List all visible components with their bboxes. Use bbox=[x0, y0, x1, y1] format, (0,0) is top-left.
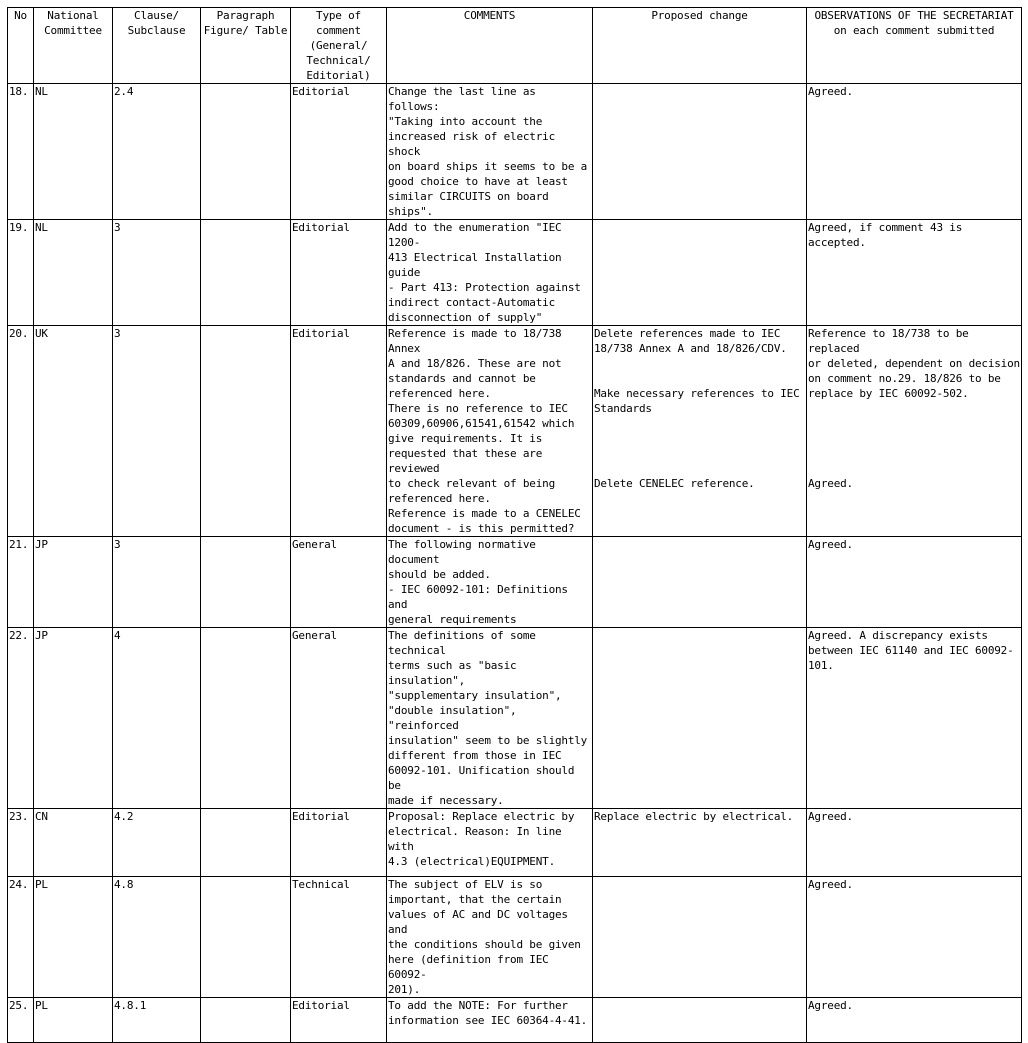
cell-observations: Agreed. bbox=[807, 537, 1022, 628]
cell-comments: To add the NOTE: For further information see IEC 60364-4-41. bbox=[387, 998, 593, 1043]
cell-comments: The following normative document should be added. - IEC 60092-101: Definitions and general requirements bbox=[387, 537, 593, 628]
header-paragraph: Paragraph Figure/ Table bbox=[201, 8, 291, 84]
comments-table bbox=[7, 7, 1022, 1043]
cell-committee: PL bbox=[34, 877, 113, 998]
cell-no: 18. bbox=[8, 84, 34, 220]
cell-committee: CN bbox=[34, 809, 113, 877]
cell-clause: 4.8 bbox=[113, 877, 201, 998]
cell-observations: Agreed. bbox=[807, 84, 1022, 220]
cell-paragraph bbox=[201, 220, 291, 326]
cell-type: Editorial bbox=[291, 326, 387, 537]
cell-paragraph bbox=[201, 998, 291, 1043]
header-proposed-change: Proposed change bbox=[593, 8, 807, 84]
cell-no: 23. bbox=[8, 809, 34, 877]
cell-paragraph bbox=[201, 84, 291, 220]
header-clause: Clause/ Subclause bbox=[113, 8, 201, 84]
cell-no: 25. bbox=[8, 998, 34, 1043]
cell-comments: Add to the enumeration "IEC 1200- 413 Electrical Installation guide - Part 413: Protection against indirect contact-Automatic disconnection of supply" bbox=[387, 220, 593, 326]
cell-paragraph bbox=[201, 809, 291, 877]
table-row bbox=[8, 628, 1022, 809]
cell-no: 20. bbox=[8, 326, 34, 537]
cell-proposed-change bbox=[593, 877, 807, 998]
cell-type: General bbox=[291, 628, 387, 809]
cell-type: Technical bbox=[291, 877, 387, 998]
cell-committee: NL bbox=[34, 84, 113, 220]
table-row bbox=[8, 877, 1022, 998]
cell-observations: Agreed. bbox=[807, 877, 1022, 998]
cell-proposed-change bbox=[593, 998, 807, 1043]
cell-comments: Change the last line as follows: "Taking into account the increased risk of electric shock on board ships it seems to be a good choice to have at least similar CIRCUITS on board ships". bbox=[387, 84, 593, 220]
cell-no: 22. bbox=[8, 628, 34, 809]
cell-type: Editorial bbox=[291, 84, 387, 220]
cell-paragraph bbox=[201, 537, 291, 628]
cell-type: Editorial bbox=[291, 809, 387, 877]
header-national-committee: National Committee bbox=[34, 8, 113, 84]
cell-comments: Proposal: Replace electric by electrical. Reason: In line with 4.3 (electrical)EQUIPMENT. bbox=[387, 809, 593, 877]
cell-clause: 3 bbox=[113, 326, 201, 537]
cell-proposed-change bbox=[593, 537, 807, 628]
cell-observations: Reference to 18/738 to be replaced or deleted, dependent on decision on comment no.29. 18/826 to be replace by IEC 60092-502. Agreed. bbox=[807, 326, 1022, 537]
cell-committee: NL bbox=[34, 220, 113, 326]
cell-committee: JP bbox=[34, 537, 113, 628]
cell-proposed-change bbox=[593, 628, 807, 809]
cell-comments: The definitions of some technical terms such as "basic insulation", "supplementary insulation", "double insulation", "reinforced insulation" seem to be slightly different from those in IEC 60092-101. Unification should be made if necessary. bbox=[387, 628, 593, 809]
cell-observations: Agreed. bbox=[807, 998, 1022, 1043]
cell-clause: 3 bbox=[113, 220, 201, 326]
cell-proposed-change: Delete references made to IEC 18/738 Annex A and 18/826/CDV. Make necessary references to IEC Standards Delete CENELEC reference. bbox=[593, 326, 807, 537]
cell-clause: 3 bbox=[113, 537, 201, 628]
header-no: No bbox=[8, 8, 34, 84]
cell-proposed-change bbox=[593, 220, 807, 326]
cell-paragraph bbox=[201, 326, 291, 537]
cell-type: Editorial bbox=[291, 998, 387, 1043]
cell-committee: UK bbox=[34, 326, 113, 537]
table-row bbox=[8, 326, 1022, 537]
table-row bbox=[8, 537, 1022, 628]
cell-no: 19. bbox=[8, 220, 34, 326]
header-type-of-comment: Type of comment (General/ Technical/ Editorial) bbox=[291, 8, 387, 84]
table-row bbox=[8, 998, 1022, 1043]
cell-paragraph bbox=[201, 877, 291, 998]
header-comments: COMMENTS bbox=[387, 8, 593, 84]
cell-paragraph bbox=[201, 628, 291, 809]
cell-committee: PL bbox=[34, 998, 113, 1043]
cell-comments: The subject of ELV is so important, that the certain values of AC and DC voltages and the conditions should be given here (definition from IEC 60092- 201). bbox=[387, 877, 593, 998]
cell-comments: Reference is made to 18/738 Annex A and 18/826. These are not standards and cannot be referenced here. There is no reference to IEC 60309,60906,61541,61542 which give requirements. It is requested that these are reviewed to check relevant of being referenced here. Reference is made to a CENELEC document - is this permitted? bbox=[387, 326, 593, 537]
table-row bbox=[8, 84, 1022, 220]
cell-proposed-change: Replace electric by electrical. bbox=[593, 809, 807, 877]
cell-clause: 4.8.1 bbox=[113, 998, 201, 1043]
cell-no: 21. bbox=[8, 537, 34, 628]
cell-clause: 4 bbox=[113, 628, 201, 809]
table-row bbox=[8, 220, 1022, 326]
cell-observations: Agreed. A discrepancy exists between IEC 61140 and IEC 60092- 101. bbox=[807, 628, 1022, 809]
cell-observations: Agreed. bbox=[807, 809, 1022, 877]
cell-clause: 4.2 bbox=[113, 809, 201, 877]
cell-type: Editorial bbox=[291, 220, 387, 326]
cell-type: General bbox=[291, 537, 387, 628]
table-row bbox=[8, 809, 1022, 877]
cell-clause: 2.4 bbox=[113, 84, 201, 220]
header-observations: OBSERVATIONS OF THE SECRETARIAT on each comment submitted bbox=[807, 8, 1022, 84]
header-row bbox=[8, 8, 1022, 84]
cell-observations: Agreed, if comment 43 is accepted. bbox=[807, 220, 1022, 326]
cell-committee: JP bbox=[34, 628, 113, 809]
cell-proposed-change bbox=[593, 84, 807, 220]
cell-no: 24. bbox=[8, 877, 34, 998]
